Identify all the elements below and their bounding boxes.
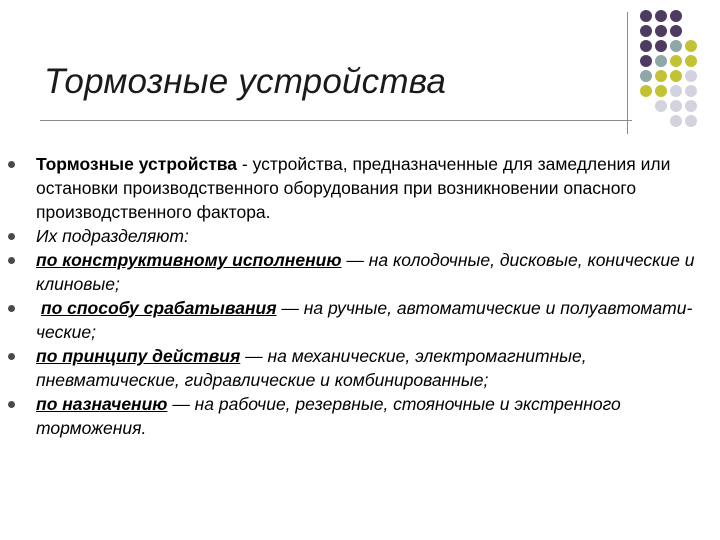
definition-term: Тормозные устройства bbox=[36, 154, 238, 174]
decorative-dot bbox=[655, 100, 667, 112]
list-item bbox=[8, 296, 712, 344]
decorative-dot bbox=[655, 55, 667, 67]
list-item bbox=[8, 392, 712, 440]
classification-term: по конструктивному исполнению bbox=[36, 250, 342, 270]
classification-text: — на механические, электромагнитные, пневматические, гидравлические и комбинированные; bbox=[36, 346, 587, 390]
decorative-dot bbox=[640, 85, 652, 97]
decorative-dot bbox=[655, 40, 667, 52]
decorative-dot bbox=[685, 85, 697, 97]
classification-text: — на рабочие, резервные, стояночные и экстренного торможения. bbox=[36, 394, 621, 438]
classification-text: — на ручные, автоматические и полуавтомати-ческие; bbox=[36, 298, 693, 342]
decorative-dot bbox=[640, 10, 652, 22]
bullet-icon bbox=[8, 305, 15, 312]
bullet-icon bbox=[8, 353, 15, 360]
decorative-dot bbox=[655, 25, 667, 37]
bullet-list bbox=[8, 152, 712, 440]
definition-text: - устройства, предназначенные для замедления или остановки производственного оборудования при возникновении опасного производственного фактора. bbox=[36, 154, 671, 222]
decorative-dot bbox=[640, 25, 652, 37]
decorative-dot bbox=[640, 70, 652, 82]
classification-text: — на колодочные, дисковые, конические и клиновые; bbox=[36, 250, 695, 294]
list-item bbox=[8, 344, 712, 392]
list-item bbox=[8, 248, 712, 296]
classification-term: по способу срабатывания bbox=[40, 298, 277, 318]
vertical-divider bbox=[627, 12, 628, 134]
decorative-dot bbox=[670, 100, 682, 112]
bullet-icon bbox=[8, 233, 15, 240]
decorative-dot bbox=[685, 40, 697, 52]
decorative-dot bbox=[670, 55, 682, 67]
classification-term: по принципу действия bbox=[36, 346, 241, 366]
decorative-dot bbox=[670, 115, 682, 127]
slide-title: Тормозные устройства bbox=[44, 62, 447, 101]
decorative-dot bbox=[685, 70, 697, 82]
decorative-dot bbox=[670, 85, 682, 97]
decorative-dot bbox=[655, 85, 667, 97]
list-item bbox=[8, 224, 712, 248]
classification-term: по назначению bbox=[36, 394, 168, 414]
decorative-dot bbox=[670, 40, 682, 52]
decorative-dot bbox=[670, 70, 682, 82]
decorative-dot bbox=[685, 55, 697, 67]
decorative-dot bbox=[640, 40, 652, 52]
decorative-dot bbox=[670, 25, 682, 37]
bullet-icon bbox=[8, 161, 15, 168]
bullet-icon bbox=[8, 401, 15, 408]
bullet-icon bbox=[8, 257, 15, 264]
decorative-dot bbox=[685, 115, 697, 127]
decorative-dot bbox=[655, 10, 667, 22]
decorative-dot-grid bbox=[640, 10, 720, 130]
list-item-text: Их подразделяют: bbox=[36, 226, 189, 246]
decorative-dot bbox=[640, 55, 652, 67]
decorative-dot bbox=[670, 10, 682, 22]
list-item bbox=[8, 152, 712, 224]
title-divider bbox=[40, 120, 632, 121]
decorative-dot bbox=[655, 70, 667, 82]
decorative-dot bbox=[685, 100, 697, 112]
